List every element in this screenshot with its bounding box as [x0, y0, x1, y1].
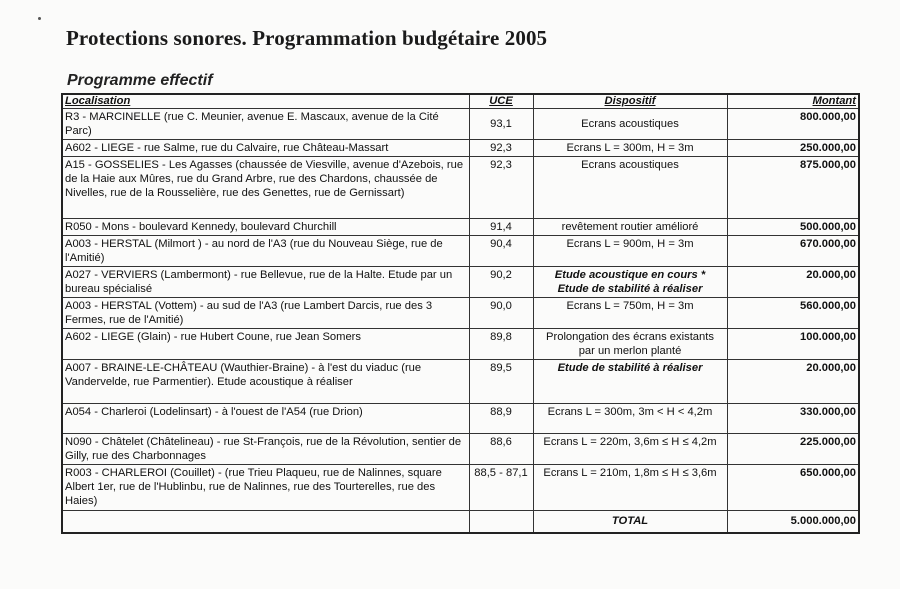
dispositif-line: Etude acoustique en cours * [554, 269, 706, 281]
total-row [62, 511, 859, 533]
table-row [62, 465, 859, 511]
cell-dispositif [533, 434, 727, 465]
cell-montant: 20.000,00 [727, 360, 859, 404]
table-row [62, 329, 859, 360]
header-dispositif: Dispositif [533, 94, 727, 109]
scan-speck [38, 17, 41, 20]
cell-dispositif [533, 219, 727, 236]
table-row [62, 157, 859, 219]
table-row [62, 219, 859, 236]
cell-dispositif [533, 157, 727, 219]
table-row [62, 140, 859, 157]
cell-localisation: A602 - LIEGE - rue Salme, rue du Calvaire, rue Château-Massart [62, 140, 469, 157]
cell-dispositif [533, 109, 727, 140]
budget-table [61, 93, 860, 534]
table-row [62, 109, 859, 140]
cell-uce: 90,2 [469, 267, 533, 298]
cell-montant: 225.000,00 [727, 434, 859, 465]
section-title: Programme effectif [67, 72, 213, 89]
table-row [62, 298, 859, 329]
dispositif-line: Ecrans L = 210m, 1,8m ≤ H ≤ 3,6m [543, 467, 717, 479]
cell-localisation: A027 - VERVIERS (Lambermont) - rue Bellevue, rue de la Halte. Etude par un bureau spécialisé [62, 267, 469, 298]
cell-dispositif [533, 236, 727, 267]
table-row [62, 434, 859, 465]
cell-dispositif [533, 360, 727, 404]
dispositif-line: Ecrans acoustiques [581, 159, 679, 171]
header-montant: Montant [727, 94, 859, 109]
total-label: TOTAL [533, 511, 727, 533]
cell-dispositif [533, 329, 727, 360]
cell-uce: 92,3 [469, 157, 533, 219]
cell-montant: 330.000,00 [727, 404, 859, 434]
cell-localisation: A054 - Charleroi (Lodelinsart) - à l'ouest de l'A54 (rue Drion) [62, 404, 469, 434]
cell-uce: 88,9 [469, 404, 533, 434]
cell-localisation: R3 - MARCINELLE (rue C. Meunier, avenue E. Mascaux, avenue de la Cité Parc) [62, 109, 469, 140]
cell-montant: 650.000,00 [727, 465, 859, 511]
table-header-row [62, 94, 859, 109]
cell-localisation: A003 - HERSTAL (Milmort ) - au nord de l'A3 (rue du Nouveau Siège, rue de l'Amitié) [62, 236, 469, 267]
cell-uce: 90,0 [469, 298, 533, 329]
cell-localisation: R003 - CHARLEROI (Couillet) - (rue Trieu Plaqueu, rue de Nalinnes, square Albert 1er, rue de l'Hublinbu, rue de Nalinnes, rue des Tourterelles, rue des Haies) [62, 465, 469, 511]
cell-uce: 89,5 [469, 360, 533, 404]
cell-montant: 875.000,00 [727, 157, 859, 219]
cell-uce: 88,5 - 87,1 [469, 465, 533, 511]
header-localisation: Localisation [62, 94, 469, 109]
cell-uce: 90,4 [469, 236, 533, 267]
total-value: 5.000.000,00 [727, 511, 859, 533]
dispositif-line: Ecrans L = 750m, H = 3m [566, 300, 694, 312]
table-row [62, 267, 859, 298]
dispositif-line: Ecrans L = 300m, H = 3m [566, 142, 694, 154]
cell-uce: 92,3 [469, 140, 533, 157]
dispositif-line: Etude de stabilité à réaliser [557, 362, 703, 374]
dispositif-line: par un merlon planté [578, 345, 682, 357]
cell-dispositif [533, 465, 727, 511]
dispositif-line: Prolongation des écrans existants [546, 331, 714, 343]
cell-montant: 20.000,00 [727, 267, 859, 298]
table-row [62, 236, 859, 267]
cell-localisation: A602 - LIEGE (Glain) - rue Hubert Coune, rue Jean Somers [62, 329, 469, 360]
dispositif-line: revêtement routier amélioré [561, 221, 699, 233]
cell-montant: 500.000,00 [727, 219, 859, 236]
cell-uce: 88,6 [469, 434, 533, 465]
cell-montant: 800.000,00 [727, 109, 859, 140]
cell-uce: 89,8 [469, 329, 533, 360]
cell-localisation: A15 - GOSSELIES - Les Agasses (chaussée de Viesville, avenue d'Azebois, rue de la Haie aux Mûres, rue du Grand Arbre, rue des Chardons, chaussée de Nivelles, rue de la Rousselière, rue des Genettes, rue de Gernissart) [62, 157, 469, 219]
cell-localisation: A003 - HERSTAL (Vottem) - au sud de l'A3 (rue Lambert Darcis, rue des 3 Fermes, rue de l'Amitié) [62, 298, 469, 329]
cell-montant: 560.000,00 [727, 298, 859, 329]
dispositif-line: Ecrans acoustiques [581, 118, 679, 130]
cell-localisation: R050 - Mons - boulevard Kennedy, boulevard Churchill [62, 219, 469, 236]
cell-localisation: A007 - BRAINE-LE-CHÂTEAU (Wauthier-Braine) - à l'est du viaduc (rue Vandervelde, rue Parmentier). Etude acoustique à réaliser [62, 360, 469, 404]
dispositif-line: Ecrans L = 220m, 3,6m ≤ H ≤ 4,2m [543, 436, 717, 448]
cell-dispositif [533, 404, 727, 434]
header-uce: UCE [469, 94, 533, 109]
dispositif-line: Ecrans L = 300m, 3m < H < 4,2m [547, 406, 713, 418]
cell-montant: 670.000,00 [727, 236, 859, 267]
cell-uce: 91,4 [469, 219, 533, 236]
total-empty-cell [469, 511, 533, 533]
page-title: Protections sonores. Programmation budgétaire 2005 [66, 26, 548, 50]
total-empty-cell [62, 511, 469, 533]
cell-localisation: N090 - Châtelet (Châtelineau) - rue St-François, rue de la Révolution, sentier de Gilly, rue des Charbonnages [62, 434, 469, 465]
dispositif-line: Ecrans L = 900m, H = 3m [566, 238, 694, 250]
cell-dispositif [533, 267, 727, 298]
dispositif-line: Etude de stabilité à réaliser [557, 283, 703, 295]
table-row [62, 360, 859, 404]
cell-dispositif [533, 140, 727, 157]
cell-montant: 100.000,00 [727, 329, 859, 360]
table-row [62, 404, 859, 434]
cell-uce: 93,1 [469, 109, 533, 140]
cell-dispositif [533, 298, 727, 329]
cell-montant: 250.000,00 [727, 140, 859, 157]
